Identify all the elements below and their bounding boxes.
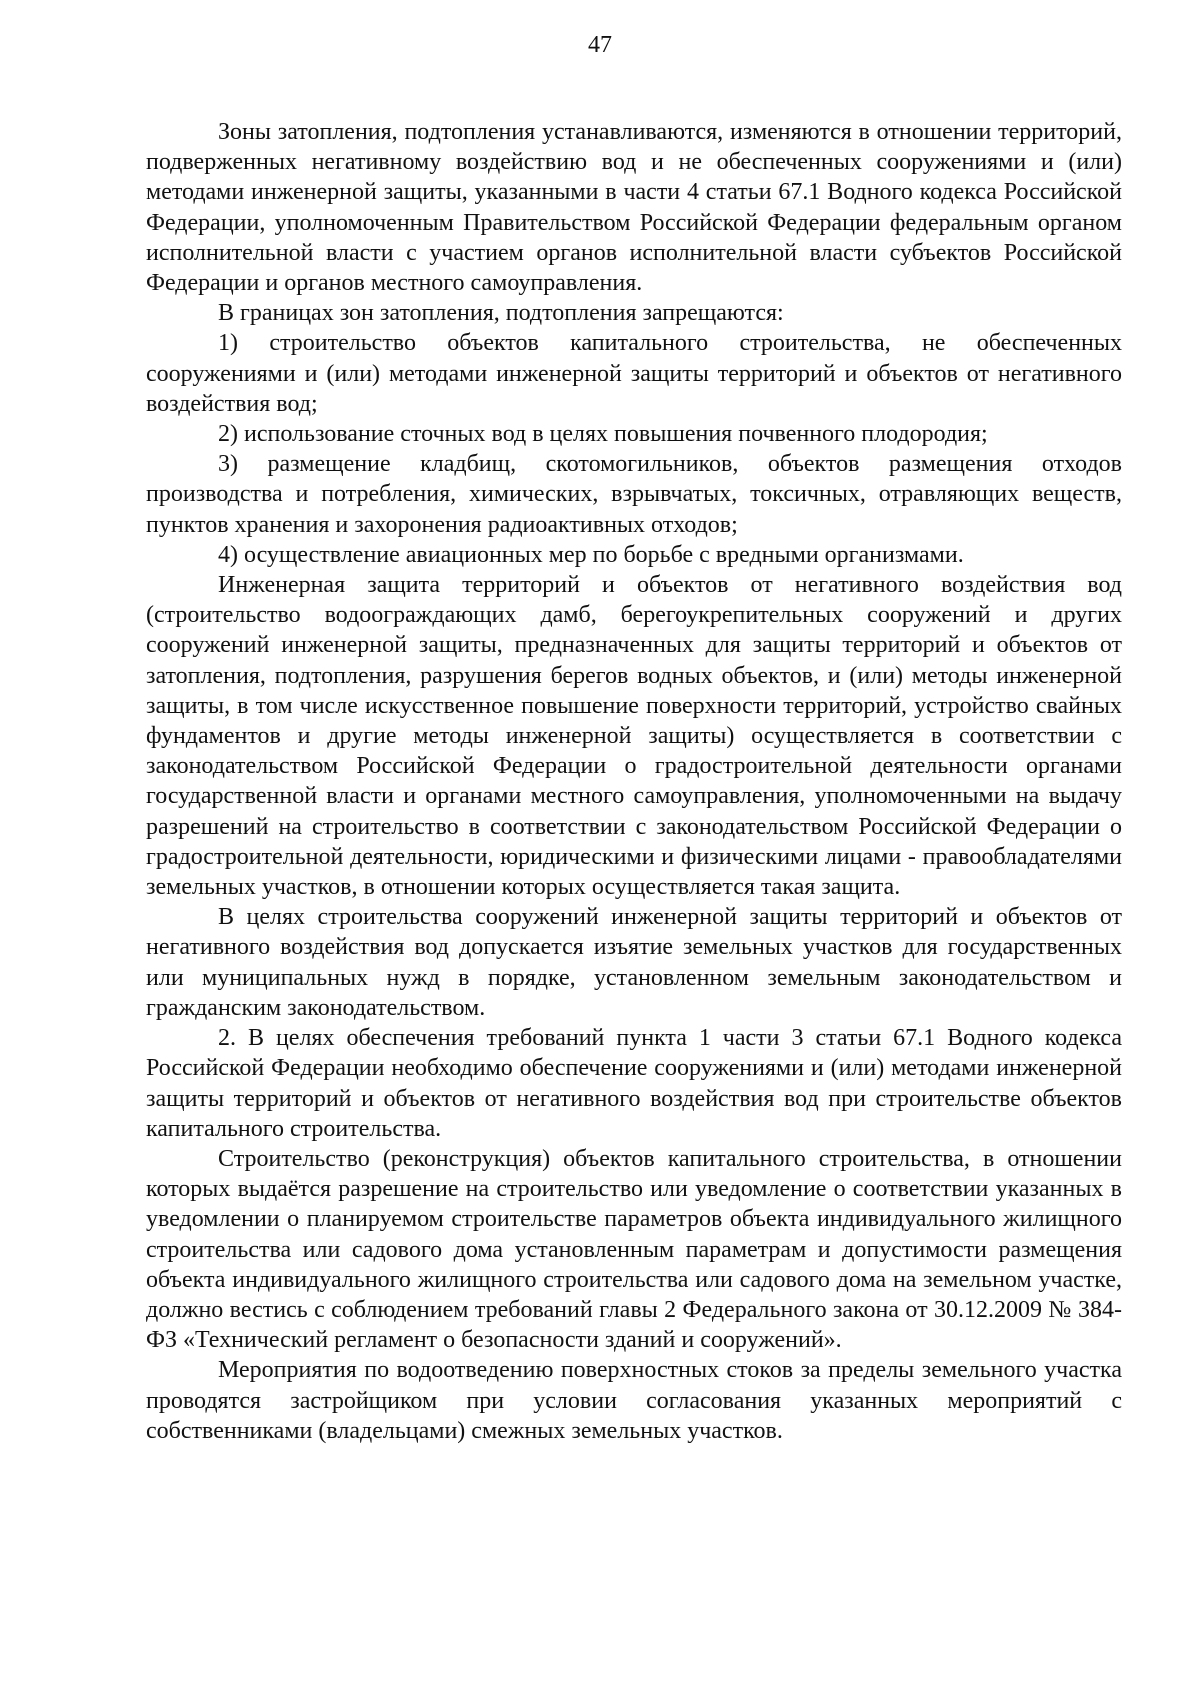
paragraph-prohibitions-intro: В границах зон затопления, подтопления запрещаются:	[218, 300, 784, 327]
paragraph-engineering-protection: Инженерная защита территорий и объектов от негативного воздействия вод (строительство водоограждающих дамб, берегоукрепительных сооружений и других сооружений инженерной защиты, предназначенных для защиты территорий и объектов от затопления, подтопления, разрушения берегов водных объектов, и (или) методы инженерной защиты, в том числе искусственное повышение поверхности территорий, устройство свайных фундаментов и другие методы инженерной защиты) осуществляется в соответствии с законодательством Российской Федерации о градостроительной деятельности органами государственной власти и органами местного самоуправления, уполномоченными на выдачу разрешений на строительство в соответствии с законодательством Российской Федерации о градостроительной деятельности, юридическими и физическими лицами - правообладателями земельных участков, в отношении которых осуществляется такая защита.	[146, 572, 1122, 901]
paragraph-drainage-measures: Мероприятия по водоотведению поверхностных стоков за пределы земельного участка проводятся застройщиком при условии согласования указанных мероприятий с собственниками (владельцами) смежных земельных участков.	[146, 1357, 1122, 1444]
list-item-1: 1) строительство объектов капитального строительства, не обеспеченных сооружениями и (или) методами инженерной защиты территорий и объектов от негативного воздействия вод;	[146, 330, 1122, 417]
paragraph-land-seizure: В целях строительства сооружений инженерной защиты территорий и объектов от негативного воздействия вод допускается изъятие земельных участков для государственных или муниципальных нужд в порядке, установленном земельным законодательством и гражданским законодательством.	[146, 904, 1122, 1021]
page-number: 47	[588, 32, 612, 58]
paragraph-construction-requirements: Строительство (реконструкция) объектов капитального строительства, в отношении которых выдаётся разрешение на строительство или уведомление о соответствии указанных в уведомлении о планируемом строительстве параметров объекта индивидуального жилищного строительства или садового дома установленным параметрам и допустимости размещения объекта индивидуального жилищного строительства или садового дома на земельном участке, должно вестись с соблюдением требований главы 2 Федерального закона от 30.12.2009 № 384-ФЗ «Технический регламент о безопасности зданий и сооружений».	[146, 1145, 1122, 1354]
paragraph-section-2: 2. В целях обеспечения требований пункта 1 части 3 статьи 67.1 Водного кодекса Российской Федерации необходимо обеспечение сооружениями и (или) методами инженерной защиты территорий и объектов от негативного воздействия вод при строительстве объектов капитального строительства.	[146, 1025, 1122, 1142]
list-item-4: 4) осуществление авиационных мер по борьбе с вредными организмами.	[218, 541, 964, 568]
paragraph-flood-zones-establishment: Зоны затопления, подтопления устанавливаются, изменяются в отношении территорий, подверженных негативному воздействию вод и не обеспеченных сооружениями и (или) методами инженерной защиты, указанными в части 4 статьи 67.1 Водного кодекса Российской Федерации, уполномоченным Правительством Российской Федерации федеральным органом исполнительной власти с участием органов исполнительной власти субъектов Российской Федерации и органов местного самоуправления.	[146, 119, 1122, 297]
document-body	[146, 117, 1122, 1446]
list-item-2: 2) использование сточных вод в целях повышения почвенного плодородия;	[218, 421, 988, 448]
list-item-3: 3) размещение кладбищ, скотомогильников, объектов размещения отходов производства и потребления, химических, взрывчатых, токсичных, отравляющих веществ, пунктов хранения и захоронения радиоактивных отходов;	[146, 451, 1122, 538]
